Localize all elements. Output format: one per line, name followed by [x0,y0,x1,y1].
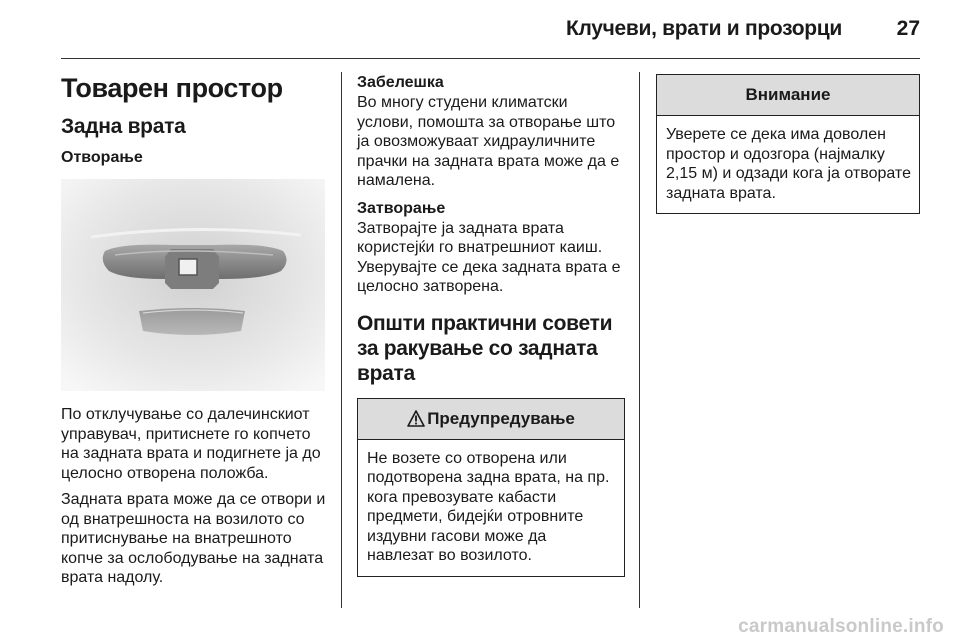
tailgate-handle-illustration [61,179,325,391]
opening-heading: Отворање [61,149,143,166]
note-heading: Забелешка [357,74,444,91]
closing-text: Затворајте ја задната врата користејќи го внатрешниот каиш. Уверувајте се дека задната врата е целосно затворена. [357,219,621,295]
warning-triangle-icon [407,410,425,427]
opening-paragraph-2: Задната врата може да се отвори и од внатрешноста на возилото со притиснувањe на внатрешното копче за ослободувањe на задната врата надолу. [61,491,326,586]
page-number: 27 [896,17,920,40]
watermark: carmanualsonline.info [738,616,944,637]
column-left [61,72,331,588]
closing-heading: Затворање [357,199,446,217]
warning-box [357,398,625,577]
opening-paragraph-1: По отклучувањe со далечинскиот управувач, притиснете го копчето на задната врата и подигнете ја до целосно отворена положба. [61,406,321,482]
caution-text: Уверете се дека има доволен простор и одозгора (најмалку 2,15 м) и одзади кога ја отворате задната врата. [666,126,911,202]
caution-body [657,116,919,213]
column-right [656,74,920,214]
warning-box-header [358,399,624,440]
column-divider-left [341,72,342,608]
note-text: Во многу студени климатски услови, помошта за отворање што ја овозможуваат хидрауличните прачки на задната врата може да е намалена. [357,94,620,189]
warning-body [358,440,624,576]
column-middle [357,72,625,577]
caution-title: Внимание [745,85,831,104]
column-divider-right [639,72,640,608]
subsection-title: Задна врата [61,115,186,138]
header-title: Клучеви, врати и прозорци [565,17,842,40]
header-rule [61,58,920,59]
section-title: Товарен простор [61,73,283,103]
tips-heading: Општи практични совети за ракувањe со задната врата [357,311,613,385]
warning-text: Не возете со отворена или подотворена задна врата, на пр. кога превозувате кабасти предмети, бидејќи отровните издувни гасови може да навлезат во возилото. [367,449,610,564]
caution-box-header [657,75,919,116]
warning-title: Предупредување [427,408,575,428]
caution-box [656,74,920,214]
